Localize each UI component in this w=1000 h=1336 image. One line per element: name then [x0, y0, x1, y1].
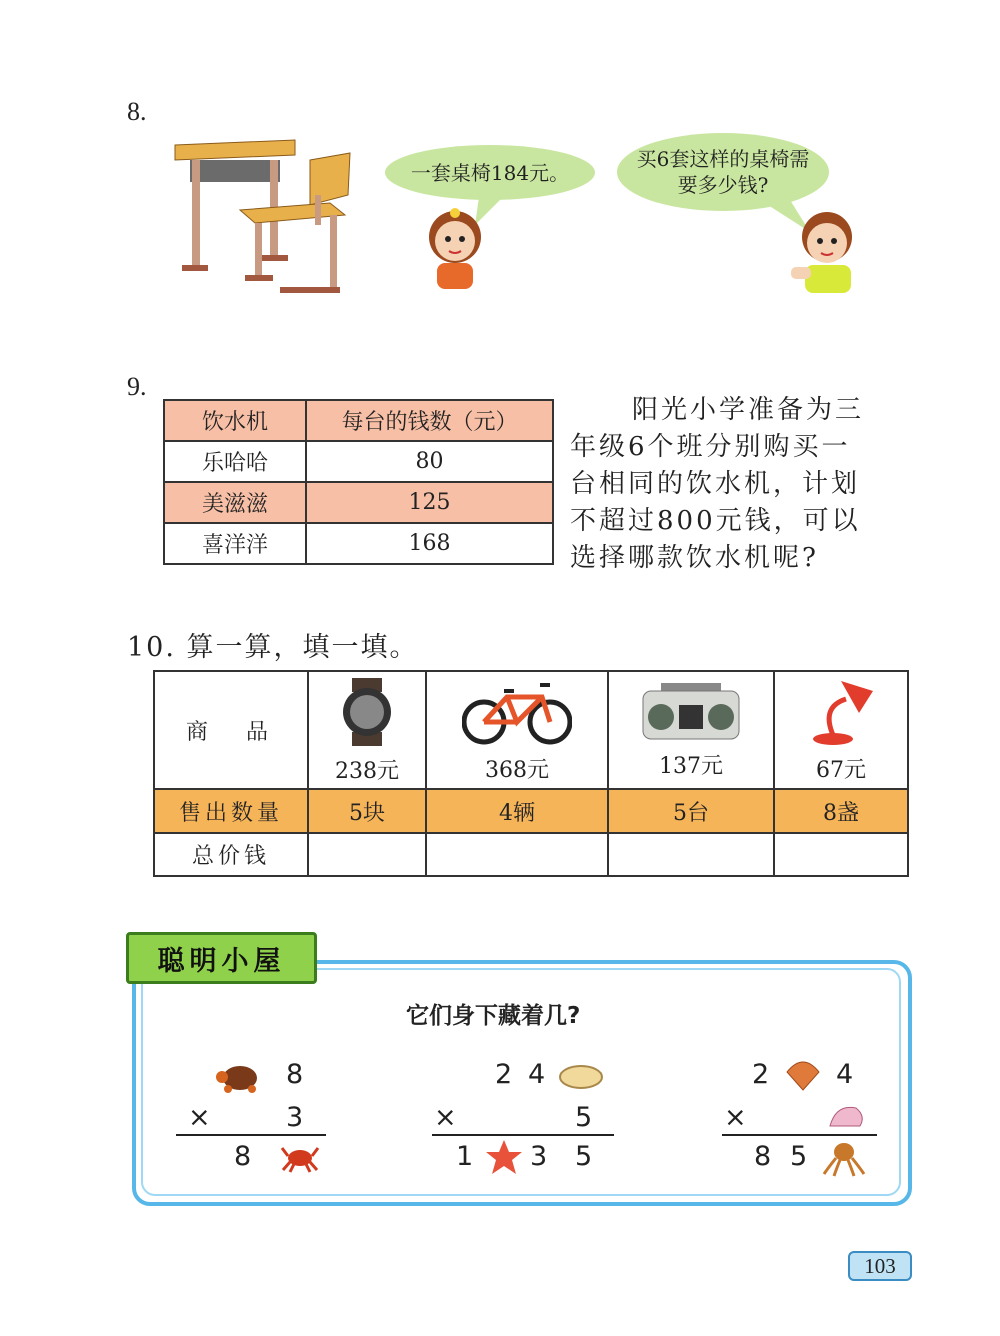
table-cell: 乐哈哈	[164, 441, 306, 482]
digit: 3	[530, 1141, 548, 1172]
boy-speech-text: 买6套这样的桌椅需要多少钱?	[636, 147, 810, 197]
scallop-icon	[783, 1058, 823, 1092]
goods-cell	[774, 671, 908, 789]
digit: 8	[754, 1141, 772, 1172]
crab-icon	[280, 1140, 320, 1174]
digit: 3	[286, 1102, 304, 1133]
times-sign: ×	[724, 1102, 747, 1133]
table-row	[164, 441, 553, 482]
digit: 2	[495, 1059, 513, 1090]
question-10-title: 10. 算一算，填一填。	[127, 632, 419, 663]
boy-image	[785, 205, 865, 295]
text-line: 选择哪款饮水机呢?	[570, 543, 819, 573]
table-header-cell: 每台的钱数（元）	[306, 400, 553, 441]
digit: 2	[752, 1059, 770, 1090]
table-header-cell: 饮水机	[164, 400, 306, 441]
text-line: 台相同的饮水机，计划	[570, 469, 861, 499]
row-label: 售出数量	[154, 789, 308, 833]
digit: 4	[528, 1059, 546, 1090]
girl-speech-text: 一套桌椅184元。	[410, 160, 570, 185]
table-cell: 美滋滋	[164, 482, 306, 523]
table-cell: 125	[306, 482, 553, 523]
quantity-cell: 4辆	[426, 789, 608, 833]
table-row	[164, 523, 553, 564]
girl-image	[415, 205, 495, 290]
question-9-number: 9.	[127, 372, 147, 401]
watch-icon	[332, 676, 402, 748]
goods-table	[153, 670, 909, 877]
starfish-icon	[484, 1138, 524, 1176]
goods-price: 368元	[485, 757, 550, 783]
conch-icon	[826, 1102, 868, 1132]
equation-line	[176, 1134, 326, 1136]
water-dispenser-table	[163, 399, 554, 565]
text-line: 阳光小学准备为三	[632, 395, 865, 425]
desk-chair-image	[170, 135, 360, 300]
digit: 5	[575, 1141, 593, 1172]
turtle-icon	[214, 1060, 264, 1094]
octopus-icon	[822, 1140, 866, 1178]
quantity-cell: 5台	[608, 789, 774, 833]
table-cell: 80	[306, 441, 553, 482]
table-header-row	[164, 400, 553, 441]
row-label: 商 品	[154, 671, 308, 789]
table-cell: 喜洋洋	[164, 523, 306, 564]
digit: 5	[575, 1102, 593, 1133]
goods-price: 238元	[335, 758, 400, 784]
goods-price: 137元	[658, 753, 723, 779]
table-cell: 168	[306, 523, 553, 564]
goods-cell	[308, 671, 426, 789]
times-sign: ×	[188, 1102, 211, 1133]
smart-house-question: 它们身下藏着几?	[406, 1003, 581, 1029]
total-cell[interactable]	[426, 833, 608, 876]
row-label: 总价钱	[154, 833, 308, 876]
quantity-cell: 8盏	[774, 789, 908, 833]
goods-cell	[608, 671, 774, 789]
digit: 8	[234, 1141, 252, 1172]
table-row	[164, 482, 553, 523]
question-8-number: 8.	[127, 97, 147, 126]
total-cell[interactable]	[308, 833, 426, 876]
goods-price: 67元	[815, 757, 866, 783]
page-number: 103	[848, 1251, 912, 1281]
equation-line	[722, 1134, 877, 1136]
quantity-row	[154, 789, 908, 833]
digit: 1	[456, 1141, 474, 1172]
shell-icon	[557, 1062, 605, 1092]
text-line: 年级6个班分别购买一	[570, 432, 851, 462]
question-9-text	[570, 392, 910, 577]
goods-cell	[426, 671, 608, 789]
bicycle-icon	[462, 677, 572, 747]
text-line: 不超过800元钱，可以	[570, 506, 861, 536]
digit: 8	[286, 1059, 304, 1090]
digit: 5	[790, 1141, 808, 1172]
equation-line	[432, 1134, 614, 1136]
total-row	[154, 833, 908, 876]
lamp-icon	[801, 677, 881, 747]
total-cell[interactable]	[774, 833, 908, 876]
radio-icon	[641, 681, 741, 743]
quantity-cell: 5块	[308, 789, 426, 833]
times-sign: ×	[434, 1102, 457, 1133]
total-cell[interactable]	[608, 833, 774, 876]
smart-house-title: 聪明小屋	[126, 932, 317, 984]
digit: 4	[836, 1059, 854, 1090]
goods-row	[154, 671, 908, 789]
